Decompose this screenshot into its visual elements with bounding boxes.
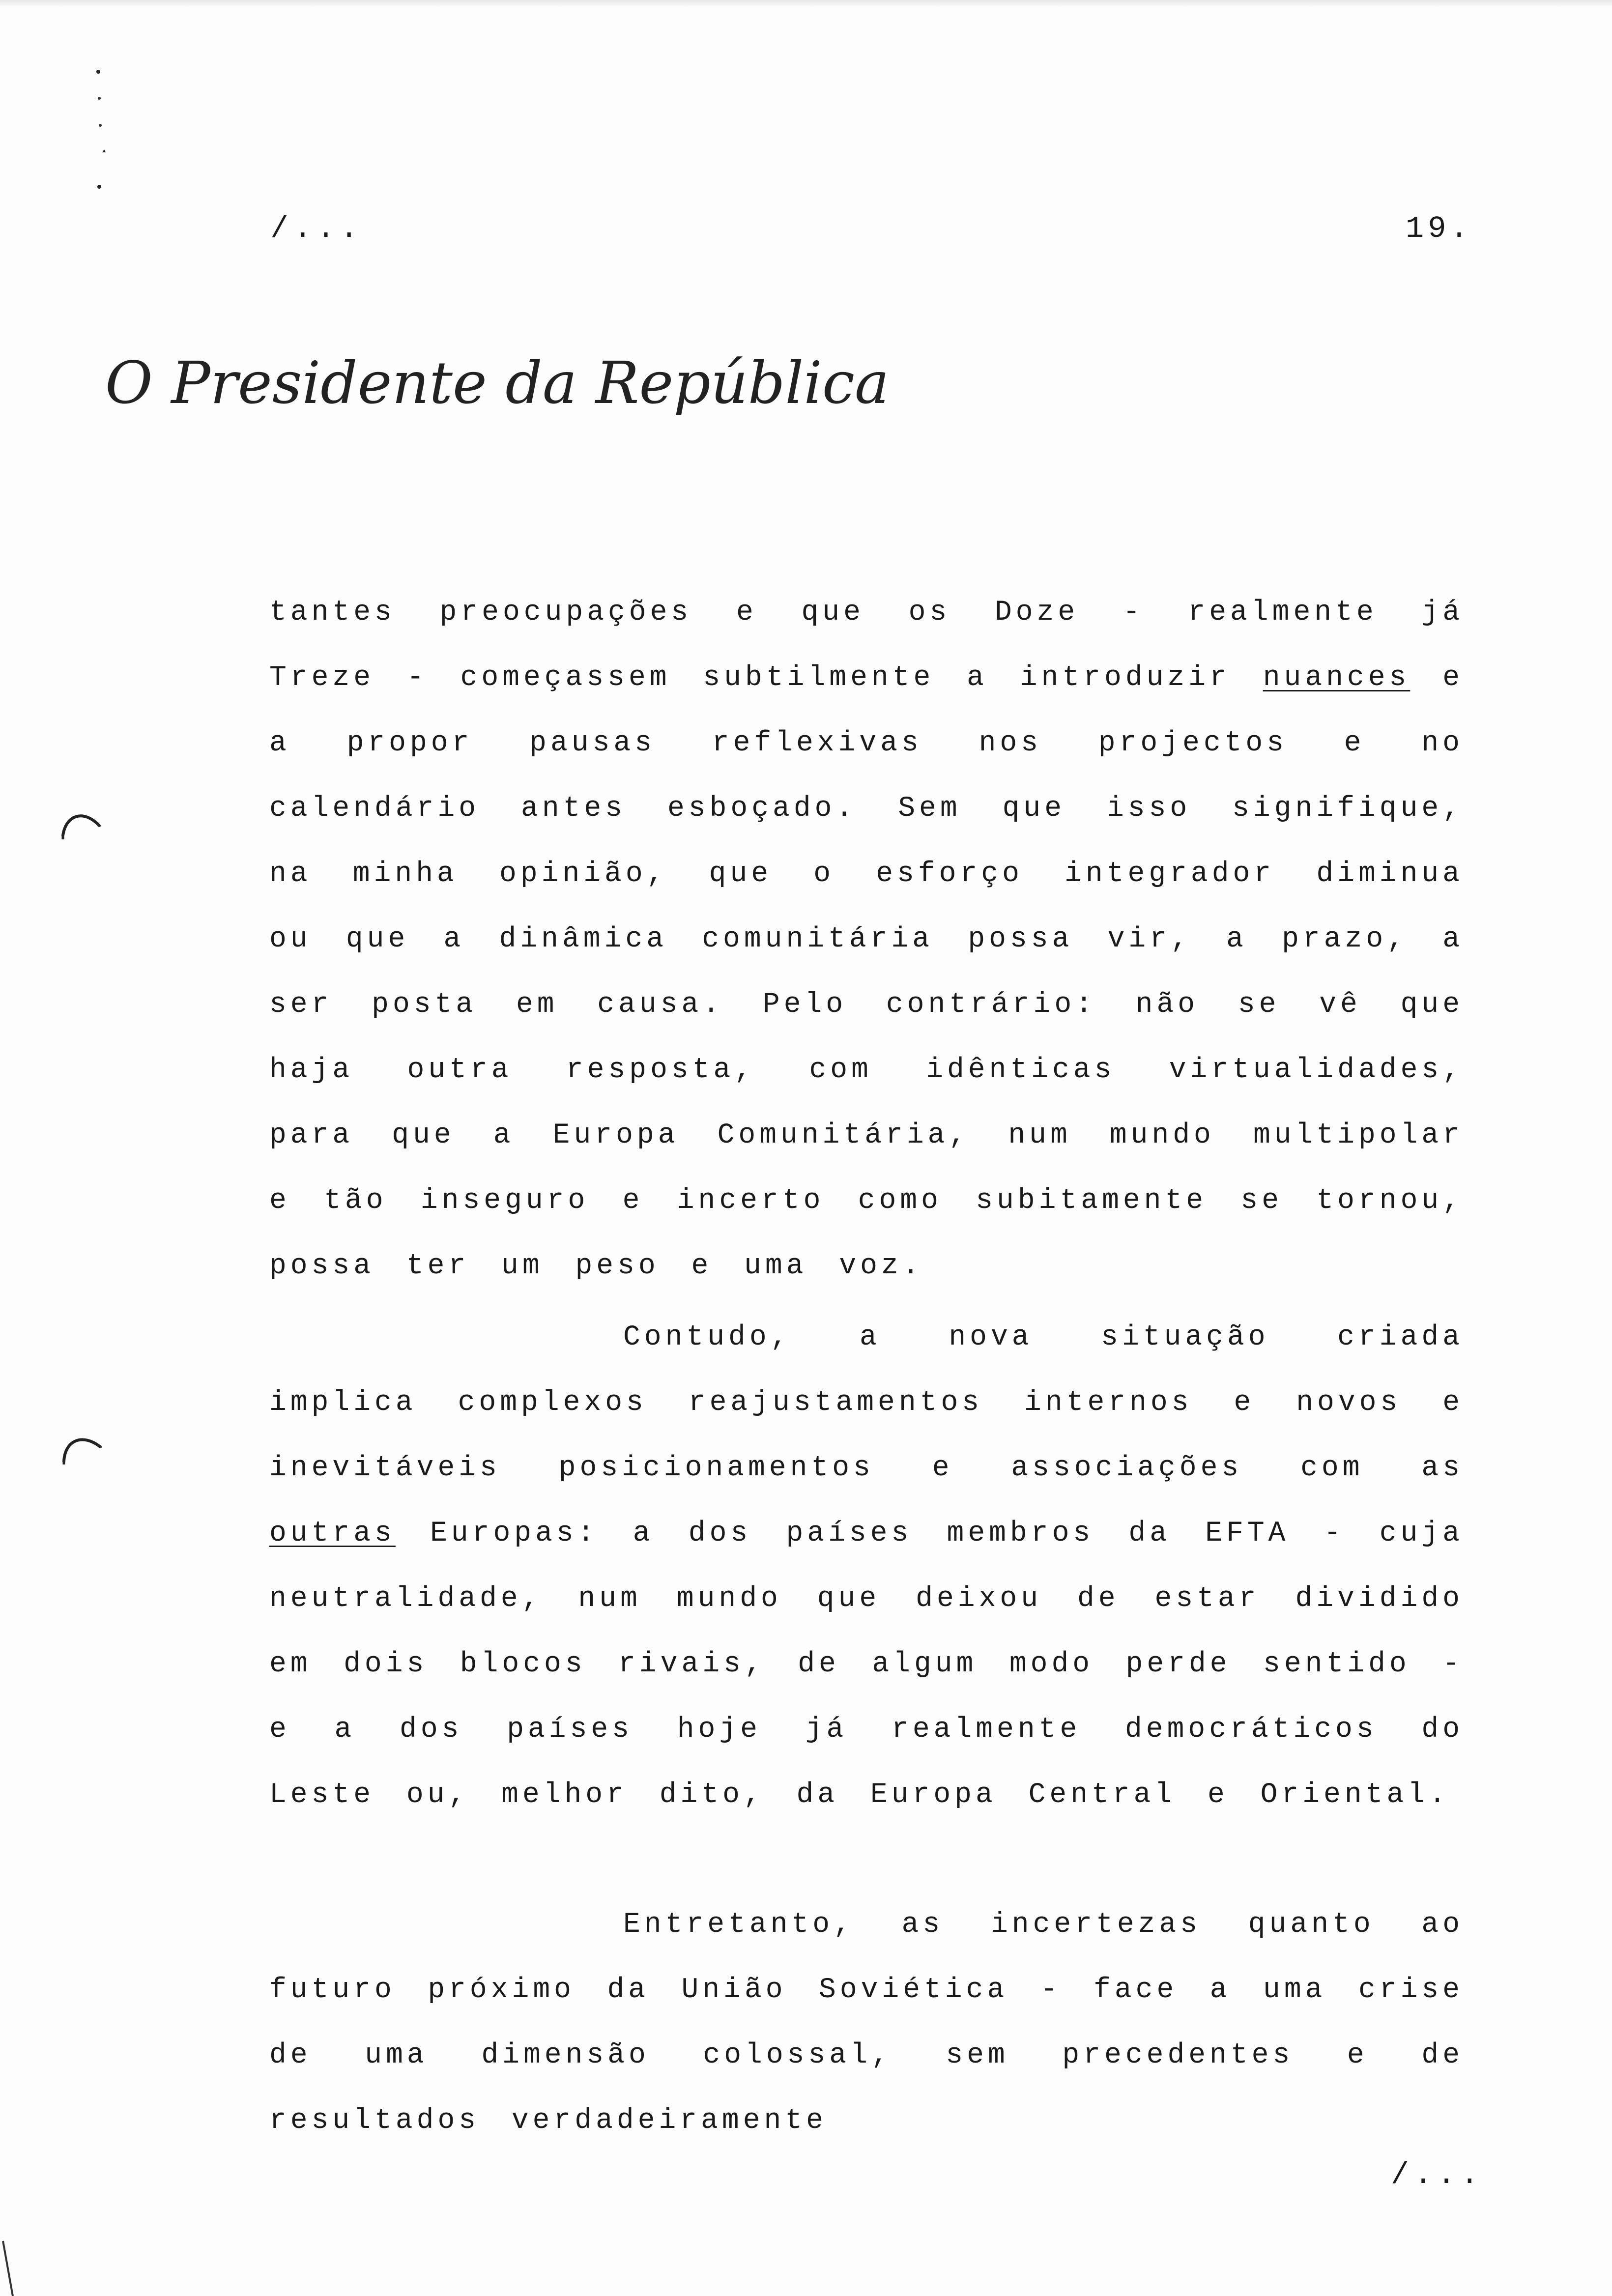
margin-punch-dots bbox=[93, 69, 113, 201]
paragraph-2-text-b: Europas: a dos países membros da EFTA - cuja neutralidade, num mundo que deixou de estar dividido em dois blocos rivais, de algum modo perde sentido - e a dos países hoje já realmente democráticos do Leste ou, melhor dito, da Europa Central e Oriental. bbox=[269, 1518, 1464, 1811]
underlined-word-nuances: nuances bbox=[1263, 662, 1410, 694]
scan-top-edge bbox=[0, 0, 1612, 7]
paragraph-3: Entretanto, as incertezas quanto ao futuro próximo da União Soviética - face a uma crise de uma dimensão colossal, sem precedentes e de resultados verdadeiramente bbox=[269, 1909, 1464, 2137]
page-number: 19. bbox=[1406, 211, 1472, 246]
paragraph-2-text-a: Contudo, a nova situação criada implica complexos reajustamentos internos e novos e inevitáveis posicionamentos e associações com as bbox=[269, 1321, 1464, 1484]
letterhead-title: O Presidente da República bbox=[105, 349, 890, 417]
paragraph-1-text-a: tantes preocupações e que os Doze - realmente já Treze - começassem subtilmente a introduzir bbox=[269, 597, 1464, 694]
underlined-word-outras: outras bbox=[269, 1518, 396, 1550]
paragraph-1 bbox=[269, 580, 1464, 1299]
paragraph-1-text-b: e a propor pausas reflexivas nos projectos e no calendário antes esboçado. Sem que isso signifique, na minha opinião, que o esforço integrador diminua ou que a dinâmica comunitária possa vir, a prazo, a ser posta em causa. Pelo contrário: não se vê que haja outra resposta, com idênticas virtualidades, para que a Europa Comunitária, num mundo multipolar e tão inseguro e incerto como subitamente se tornou, possa ter um peso e uma voz. bbox=[269, 662, 1464, 1282]
scan-edge-line bbox=[0, 2241, 20, 2296]
margin-hole-mark-icon bbox=[59, 1430, 103, 1464]
bottom-continuation-mark: /... bbox=[1391, 2157, 1484, 2192]
top-continuation-mark: /... bbox=[270, 211, 363, 246]
paragraph-2 bbox=[269, 1305, 1464, 1828]
margin-hole-mark-icon bbox=[59, 806, 103, 840]
letterhead bbox=[103, 344, 890, 428]
